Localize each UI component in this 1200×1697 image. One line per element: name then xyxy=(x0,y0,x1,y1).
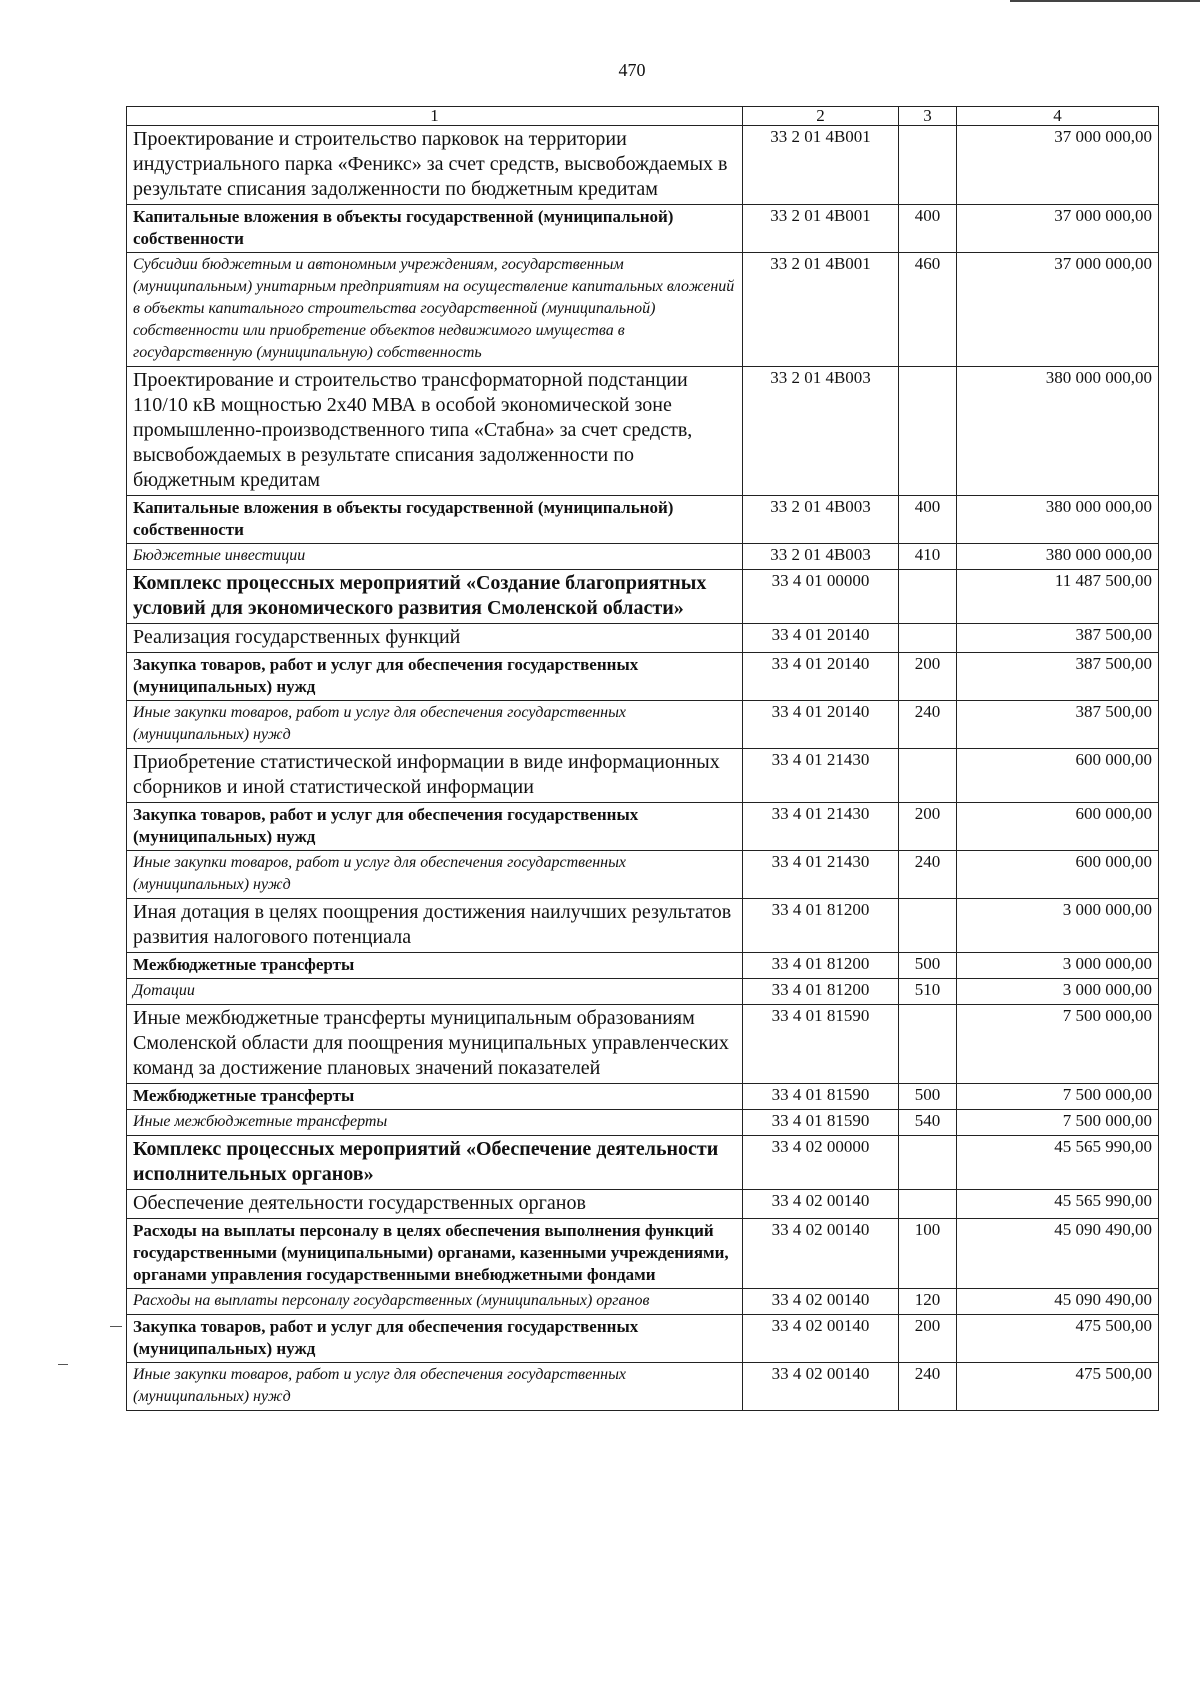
row-code-cell: 33 4 01 81590 xyxy=(743,1005,899,1084)
row-type-cell: 460 xyxy=(899,253,957,367)
table-row xyxy=(127,1190,1159,1219)
row-code-cell: 33 2 01 4В003 xyxy=(743,367,899,496)
scan-edge-line xyxy=(1010,0,1200,2)
row-name-cell: Субсидии бюджетным и автономным учреждениям, государственным (муниципальным) унитарным предприятиям на осуществление капитальных вложений в объекты капитального строительства государственной (муниципальной) собственности или приобретение объектов недвижимого имущества в государственную (муниципальную) собственность xyxy=(127,253,743,367)
row-type-cell: 120 xyxy=(899,1289,957,1315)
row-type-cell: 500 xyxy=(899,953,957,979)
row-type-cell xyxy=(899,1136,957,1190)
table-row xyxy=(127,570,1159,624)
row-code-cell: 33 4 02 00140 xyxy=(743,1190,899,1219)
row-name-cell: Расходы на выплаты персоналу государственных (муниципальных) органов xyxy=(127,1289,743,1315)
row-type-cell: 400 xyxy=(899,496,957,544)
table-row xyxy=(127,1315,1159,1363)
row-type-cell: 200 xyxy=(899,1315,957,1363)
row-code-cell: 33 4 01 81200 xyxy=(743,953,899,979)
row-code-cell: 33 2 01 4В003 xyxy=(743,496,899,544)
row-code-cell: 33 4 01 81200 xyxy=(743,979,899,1005)
row-name-cell: Реализация государственных функций xyxy=(127,624,743,653)
table-row xyxy=(127,979,1159,1005)
row-type-cell: 400 xyxy=(899,205,957,253)
page-number: 470 xyxy=(618,60,646,80)
row-code-cell: 33 4 01 21430 xyxy=(743,749,899,803)
row-type-cell xyxy=(899,367,957,496)
row-type-cell xyxy=(899,126,957,205)
row-type-cell xyxy=(899,1005,957,1084)
table-row xyxy=(127,496,1159,544)
row-code-cell: 33 4 01 81590 xyxy=(743,1084,899,1110)
row-amount-cell: 7 500 000,00 xyxy=(957,1110,1159,1136)
row-type-cell xyxy=(899,624,957,653)
row-name-cell: Иные закупки товаров, работ и услуг для обеспечения государственных (муниципальных) нужд xyxy=(127,1363,743,1411)
row-name-cell: Межбюджетные трансферты xyxy=(127,953,743,979)
row-amount-cell: 37 000 000,00 xyxy=(957,126,1159,205)
row-amount-cell: 3 000 000,00 xyxy=(957,953,1159,979)
row-code-cell: 33 4 02 00140 xyxy=(743,1315,899,1363)
row-amount-cell: 37 000 000,00 xyxy=(957,205,1159,253)
row-amount-cell: 600 000,00 xyxy=(957,749,1159,803)
row-type-cell: 510 xyxy=(899,979,957,1005)
row-name-cell: Иные межбюджетные трансферты муниципальным образованиям Смоленской области для поощрения муниципальных управленческих команд за достижение плановых значений показателей xyxy=(127,1005,743,1084)
table-row xyxy=(127,851,1159,899)
row-type-cell xyxy=(899,570,957,624)
row-amount-cell: 387 500,00 xyxy=(957,624,1159,653)
header-cell-name: 1 xyxy=(127,107,743,126)
row-type-cell xyxy=(899,749,957,803)
row-code-cell: 33 4 02 00140 xyxy=(743,1219,899,1289)
row-type-cell: 240 xyxy=(899,851,957,899)
row-amount-cell: 7 500 000,00 xyxy=(957,1005,1159,1084)
table-row xyxy=(127,205,1159,253)
row-type-cell: 100 xyxy=(899,1219,957,1289)
header-row xyxy=(127,107,1159,126)
row-code-cell: 33 4 01 00000 xyxy=(743,570,899,624)
row-type-cell: 500 xyxy=(899,1084,957,1110)
table-row xyxy=(127,1084,1159,1110)
table-row xyxy=(127,803,1159,851)
row-code-cell: 33 4 02 00000 xyxy=(743,1136,899,1190)
row-amount-cell: 45 090 490,00 xyxy=(957,1289,1159,1315)
row-amount-cell: 475 500,00 xyxy=(957,1363,1159,1411)
row-name-cell: Закупка товаров, работ и услуг для обеспечения государственных (муниципальных) нужд xyxy=(127,803,743,851)
row-name-cell: Приобретение статистической информации в виде информационных сборников и иной статистической информации xyxy=(127,749,743,803)
row-type-cell: 540 xyxy=(899,1110,957,1136)
row-code-cell: 33 4 01 21430 xyxy=(743,803,899,851)
row-code-cell: 33 4 01 81590 xyxy=(743,1110,899,1136)
row-amount-cell: 475 500,00 xyxy=(957,1315,1159,1363)
row-name-cell: Обеспечение деятельности государственных органов xyxy=(127,1190,743,1219)
row-type-cell xyxy=(899,899,957,953)
row-name-cell: Комплекс процессных мероприятий «Создание благоприятных условий для экономического развития Смоленской области» xyxy=(127,570,743,624)
row-amount-cell: 380 000 000,00 xyxy=(957,367,1159,496)
row-code-cell: 33 4 01 20140 xyxy=(743,624,899,653)
row-code-cell: 33 4 01 20140 xyxy=(743,653,899,701)
row-amount-cell: 37 000 000,00 xyxy=(957,253,1159,367)
row-type-cell xyxy=(899,1190,957,1219)
header-cell-type: 3 xyxy=(899,107,957,126)
table-row xyxy=(127,253,1159,367)
row-amount-cell: 380 000 000,00 xyxy=(957,544,1159,570)
row-name-cell: Межбюджетные трансферты xyxy=(127,1084,743,1110)
row-name-cell: Проектирование и строительство парковок на территории индустриального парка «Феникс» за счет средств, высвобождаемых в результате списания задолженности по бюджетным кредитам xyxy=(127,126,743,205)
row-name-cell: Комплекс процессных мероприятий «Обеспечение деятельности исполнительных органов» xyxy=(127,1136,743,1190)
row-code-cell: 33 2 01 4В001 xyxy=(743,126,899,205)
row-amount-cell: 380 000 000,00 xyxy=(957,496,1159,544)
row-amount-cell: 600 000,00 xyxy=(957,851,1159,899)
row-name-cell: Дотации xyxy=(127,979,743,1005)
margin-mark xyxy=(110,1326,122,1327)
row-amount-cell: 3 000 000,00 xyxy=(957,979,1159,1005)
row-type-cell: 410 xyxy=(899,544,957,570)
table-body xyxy=(127,126,1159,1411)
row-name-cell: Иные закупки товаров, работ и услуг для обеспечения государственных (муниципальных) нужд xyxy=(127,851,743,899)
header-cell-amount: 4 xyxy=(957,107,1159,126)
row-code-cell: 33 4 01 21430 xyxy=(743,851,899,899)
row-name-cell: Иные закупки товаров, работ и услуг для обеспечения государственных (муниципальных) нужд xyxy=(127,701,743,749)
row-type-cell: 200 xyxy=(899,803,957,851)
table-row xyxy=(127,749,1159,803)
row-code-cell: 33 2 01 4В001 xyxy=(743,205,899,253)
table-row xyxy=(127,1005,1159,1084)
row-type-cell: 240 xyxy=(899,1363,957,1411)
row-name-cell: Проектирование и строительство трансформаторной подстанции 110/10 кВ мощностью 2х40 МВА в особой экономической зоне промышленно-производственного типа «Стабна» за счет средств, высвобождаемых в результате списания задолженности по бюджетным кредитам xyxy=(127,367,743,496)
row-amount-cell: 45 565 990,00 xyxy=(957,1190,1159,1219)
row-amount-cell: 387 500,00 xyxy=(957,701,1159,749)
row-amount-cell: 7 500 000,00 xyxy=(957,1084,1159,1110)
table-row xyxy=(127,544,1159,570)
row-code-cell: 33 2 01 4В001 xyxy=(743,253,899,367)
row-code-cell: 33 4 01 81200 xyxy=(743,899,899,953)
row-name-cell: Иные межбюджетные трансферты xyxy=(127,1110,743,1136)
table-row xyxy=(127,1110,1159,1136)
table-row xyxy=(127,1363,1159,1411)
row-amount-cell: 11 487 500,00 xyxy=(957,570,1159,624)
table-row xyxy=(127,1219,1159,1289)
row-code-cell: 33 2 01 4В003 xyxy=(743,544,899,570)
table-row xyxy=(127,953,1159,979)
row-amount-cell: 45 090 490,00 xyxy=(957,1219,1159,1289)
row-name-cell: Бюджетные инвестиции xyxy=(127,544,743,570)
table-row xyxy=(127,701,1159,749)
row-code-cell: 33 4 02 00140 xyxy=(743,1289,899,1315)
row-amount-cell: 45 565 990,00 xyxy=(957,1136,1159,1190)
row-amount-cell: 600 000,00 xyxy=(957,803,1159,851)
table-row xyxy=(127,367,1159,496)
row-type-cell: 240 xyxy=(899,701,957,749)
row-name-cell: Капитальные вложения в объекты государственной (муниципальной) собственности xyxy=(127,205,743,253)
row-name-cell: Капитальные вложения в объекты государственной (муниципальной) собственности xyxy=(127,496,743,544)
row-name-cell: Закупка товаров, работ и услуг для обеспечения государственных (муниципальных) нужд xyxy=(127,653,743,701)
row-code-cell: 33 4 01 20140 xyxy=(743,701,899,749)
table-row xyxy=(127,126,1159,205)
table-row xyxy=(127,653,1159,701)
row-amount-cell: 387 500,00 xyxy=(957,653,1159,701)
table-row xyxy=(127,624,1159,653)
row-code-cell: 33 4 02 00140 xyxy=(743,1363,899,1411)
row-amount-cell: 3 000 000,00 xyxy=(957,899,1159,953)
row-name-cell: Иная дотация в целях поощрения достижения наилучших результатов развития налогового потенциала xyxy=(127,899,743,953)
header-cell-code: 2 xyxy=(743,107,899,126)
row-name-cell: Расходы на выплаты персоналу в целях обеспечения выполнения функций государственными (муниципальными) органами, казенными учреждениями, органами управления государственными внебюджетными фондами xyxy=(127,1219,743,1289)
row-name-cell: Закупка товаров, работ и услуг для обеспечения государственных (муниципальных) нужд xyxy=(127,1315,743,1363)
table-row xyxy=(127,1136,1159,1190)
table-row xyxy=(127,1289,1159,1315)
margin-mark xyxy=(58,1364,68,1365)
row-type-cell: 200 xyxy=(899,653,957,701)
table-row xyxy=(127,899,1159,953)
budget-table xyxy=(126,106,1159,1411)
